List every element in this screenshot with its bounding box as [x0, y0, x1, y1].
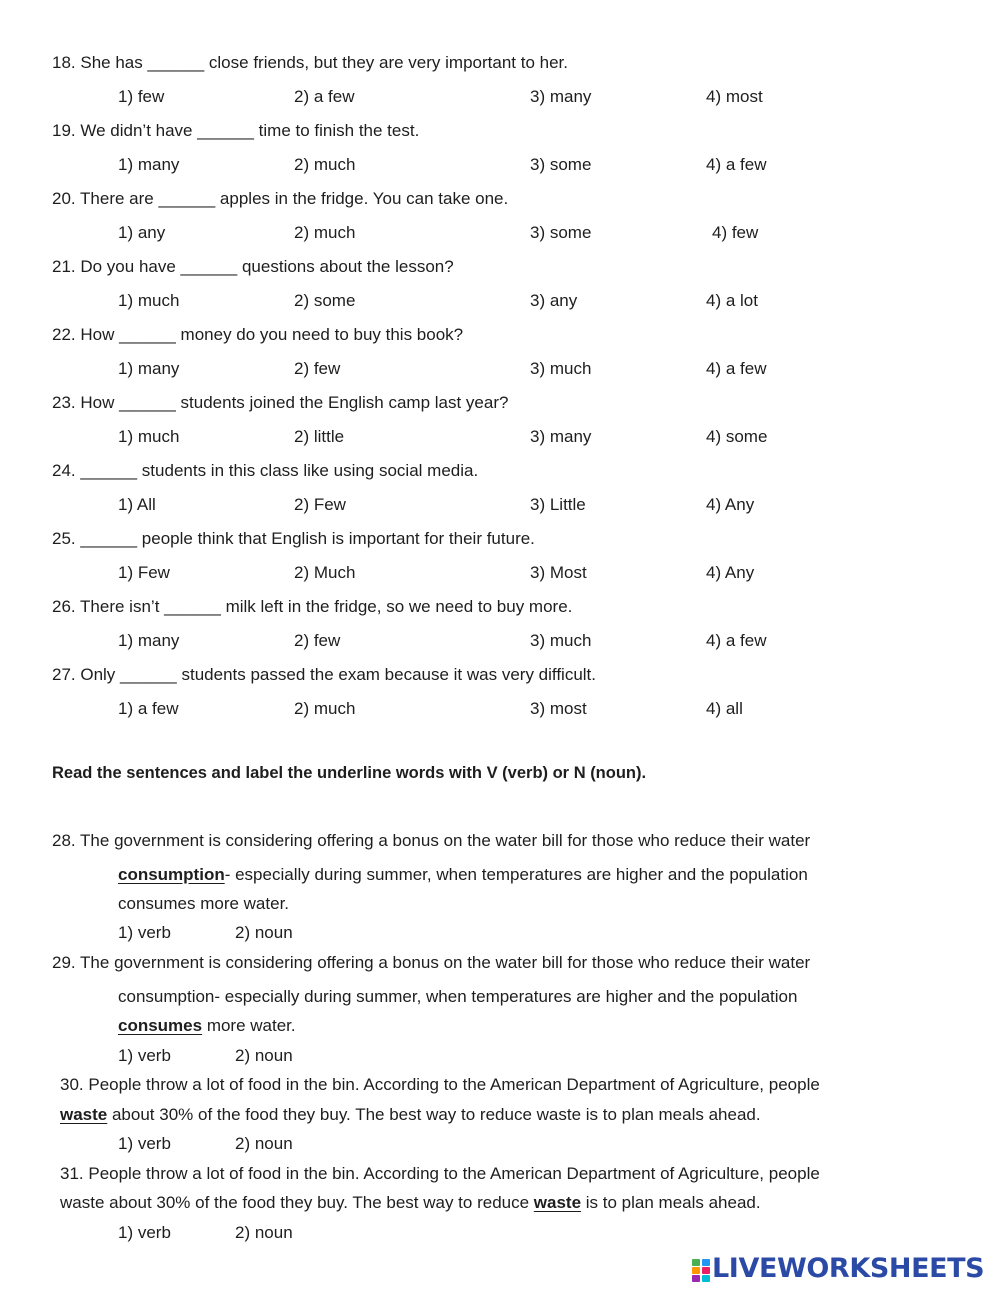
- option-3[interactable]: 3) much: [530, 631, 592, 650]
- option-4[interactable]: 4) Any: [706, 495, 755, 514]
- question-text: 26. There isn’t ______ milk left in the fridge, so we need to buy more.: [52, 597, 573, 616]
- option-2[interactable]: 2) Few: [294, 495, 346, 514]
- option-3[interactable]: 3) most: [530, 699, 587, 718]
- option-1[interactable]: 1) much: [118, 427, 180, 446]
- question-text: 21. Do you have ______ questions about the lesson?: [52, 257, 454, 276]
- question-text-line-1: 28. The government is considering offering a bonus on the water bill for those who reduce their water: [52, 831, 811, 850]
- option-4[interactable]: 4) few: [712, 223, 759, 242]
- option-2[interactable]: 2) little: [294, 427, 345, 446]
- question-text: 18. She has ______ close friends, but they are very important to her.: [52, 53, 568, 72]
- option-2[interactable]: 2) few: [294, 631, 341, 650]
- option-1[interactable]: 1) few: [118, 87, 165, 106]
- underlined-word: consumption: [118, 865, 225, 884]
- section-instruction: Read the sentences and label the underline words with V (verb) or N (noun).: [52, 764, 647, 782]
- option-4[interactable]: 4) Any: [706, 563, 755, 582]
- question-text: 25. ______ people think that English is important for their future.: [52, 529, 535, 548]
- question-text: 19. We didn’t have ______ time to finish the test.: [52, 121, 420, 140]
- option-1[interactable]: 1) Few: [118, 563, 170, 582]
- option-2[interactable]: 2) much: [294, 223, 356, 242]
- option-2[interactable]: 2) few: [294, 359, 341, 378]
- logo-tiles-icon: [692, 1259, 710, 1281]
- text-span: waste about 30% of the food they buy. The best way to reduce: [60, 1193, 534, 1212]
- option-1[interactable]: 1) All: [118, 495, 156, 514]
- option-verb[interactable]: 1) verb: [118, 1046, 171, 1065]
- question-text-line-2: [60, 1104, 761, 1126]
- option-3[interactable]: 3) many: [530, 427, 592, 446]
- underlined-word: consumes: [118, 1016, 203, 1035]
- option-1[interactable]: 1) many: [118, 359, 180, 378]
- option-1[interactable]: 1) much: [118, 291, 180, 310]
- text-span: about 30% of the food they buy. The best way to reduce waste is to plan meals ahead.: [107, 1105, 761, 1124]
- option-noun[interactable]: 2) noun: [235, 923, 293, 942]
- brand-name: LIVEWORKSHEETS: [712, 1253, 985, 1284]
- question-text-line-1: 29. The government is considering offering a bonus on the water bill for those who reduce their water: [52, 953, 811, 972]
- option-4[interactable]: 4) a few: [706, 359, 767, 378]
- text-span: is to plan meals ahead.: [581, 1193, 761, 1212]
- question-text: 23. How ______ students joined the English camp last year?: [52, 393, 509, 412]
- option-1[interactable]: 1) many: [118, 631, 180, 650]
- option-2[interactable]: 2) much: [294, 699, 356, 718]
- option-noun[interactable]: 2) noun: [235, 1134, 293, 1153]
- option-4[interactable]: 4) some: [706, 427, 768, 446]
- option-3[interactable]: 3) any: [530, 291, 578, 310]
- option-verb[interactable]: 1) verb: [118, 1223, 171, 1242]
- option-1[interactable]: 1) many: [118, 155, 180, 174]
- underlined-word: waste: [533, 1193, 582, 1212]
- option-3[interactable]: 3) Most: [530, 563, 587, 582]
- option-3[interactable]: 3) Little: [530, 495, 586, 514]
- option-1[interactable]: 1) a few: [118, 699, 179, 718]
- question-text-line-3: consumes more water.: [118, 894, 290, 913]
- option-noun[interactable]: 2) noun: [235, 1223, 293, 1242]
- question-text-line-2: consumption- especially during summer, when temperatures are higher and the population: [118, 987, 798, 1006]
- question-text: 20. There are ______ apples in the fridge. You can take one.: [52, 189, 509, 208]
- question-text-line-2: [118, 864, 808, 886]
- option-verb[interactable]: 1) verb: [118, 923, 171, 942]
- question-text-line-2: [60, 1192, 761, 1214]
- option-2[interactable]: 2) much: [294, 155, 356, 174]
- option-3[interactable]: 3) much: [530, 359, 592, 378]
- option-2[interactable]: 2) a few: [294, 87, 355, 106]
- text-span: - especially during summer, when temperatures are higher and the population: [224, 865, 808, 884]
- option-4[interactable]: 4) most: [706, 87, 763, 106]
- option-2[interactable]: 2) some: [294, 291, 356, 310]
- option-noun[interactable]: 2) noun: [235, 1046, 293, 1065]
- option-4[interactable]: 4) a lot: [706, 291, 758, 310]
- underlined-word: waste: [60, 1105, 108, 1124]
- option-3[interactable]: 3) some: [530, 155, 592, 174]
- option-1[interactable]: 1) any: [118, 223, 166, 242]
- question-text-line-3: [118, 1015, 296, 1037]
- option-4[interactable]: 4) a few: [706, 155, 767, 174]
- option-verb[interactable]: 1) verb: [118, 1134, 171, 1153]
- question-text: 22. How ______ money do you need to buy this book?: [52, 325, 464, 344]
- question-text: 27. Only ______ students passed the exam because it was very difficult.: [52, 665, 596, 684]
- question-text-line-1: 30. People throw a lot of food in the bin. According to the American Department of Agriculture, people: [60, 1075, 820, 1094]
- option-2[interactable]: 2) Much: [294, 563, 356, 582]
- option-4[interactable]: 4) a few: [706, 631, 767, 650]
- text-span: more water.: [202, 1016, 296, 1035]
- option-4[interactable]: 4) all: [706, 699, 743, 718]
- option-3[interactable]: 3) some: [530, 223, 592, 242]
- question-text: 24. ______ students in this class like using social media.: [52, 461, 479, 480]
- question-text-line-1: 31. People throw a lot of food in the bin. According to the American Department of Agriculture, people: [60, 1164, 820, 1183]
- option-3[interactable]: 3) many: [530, 87, 592, 106]
